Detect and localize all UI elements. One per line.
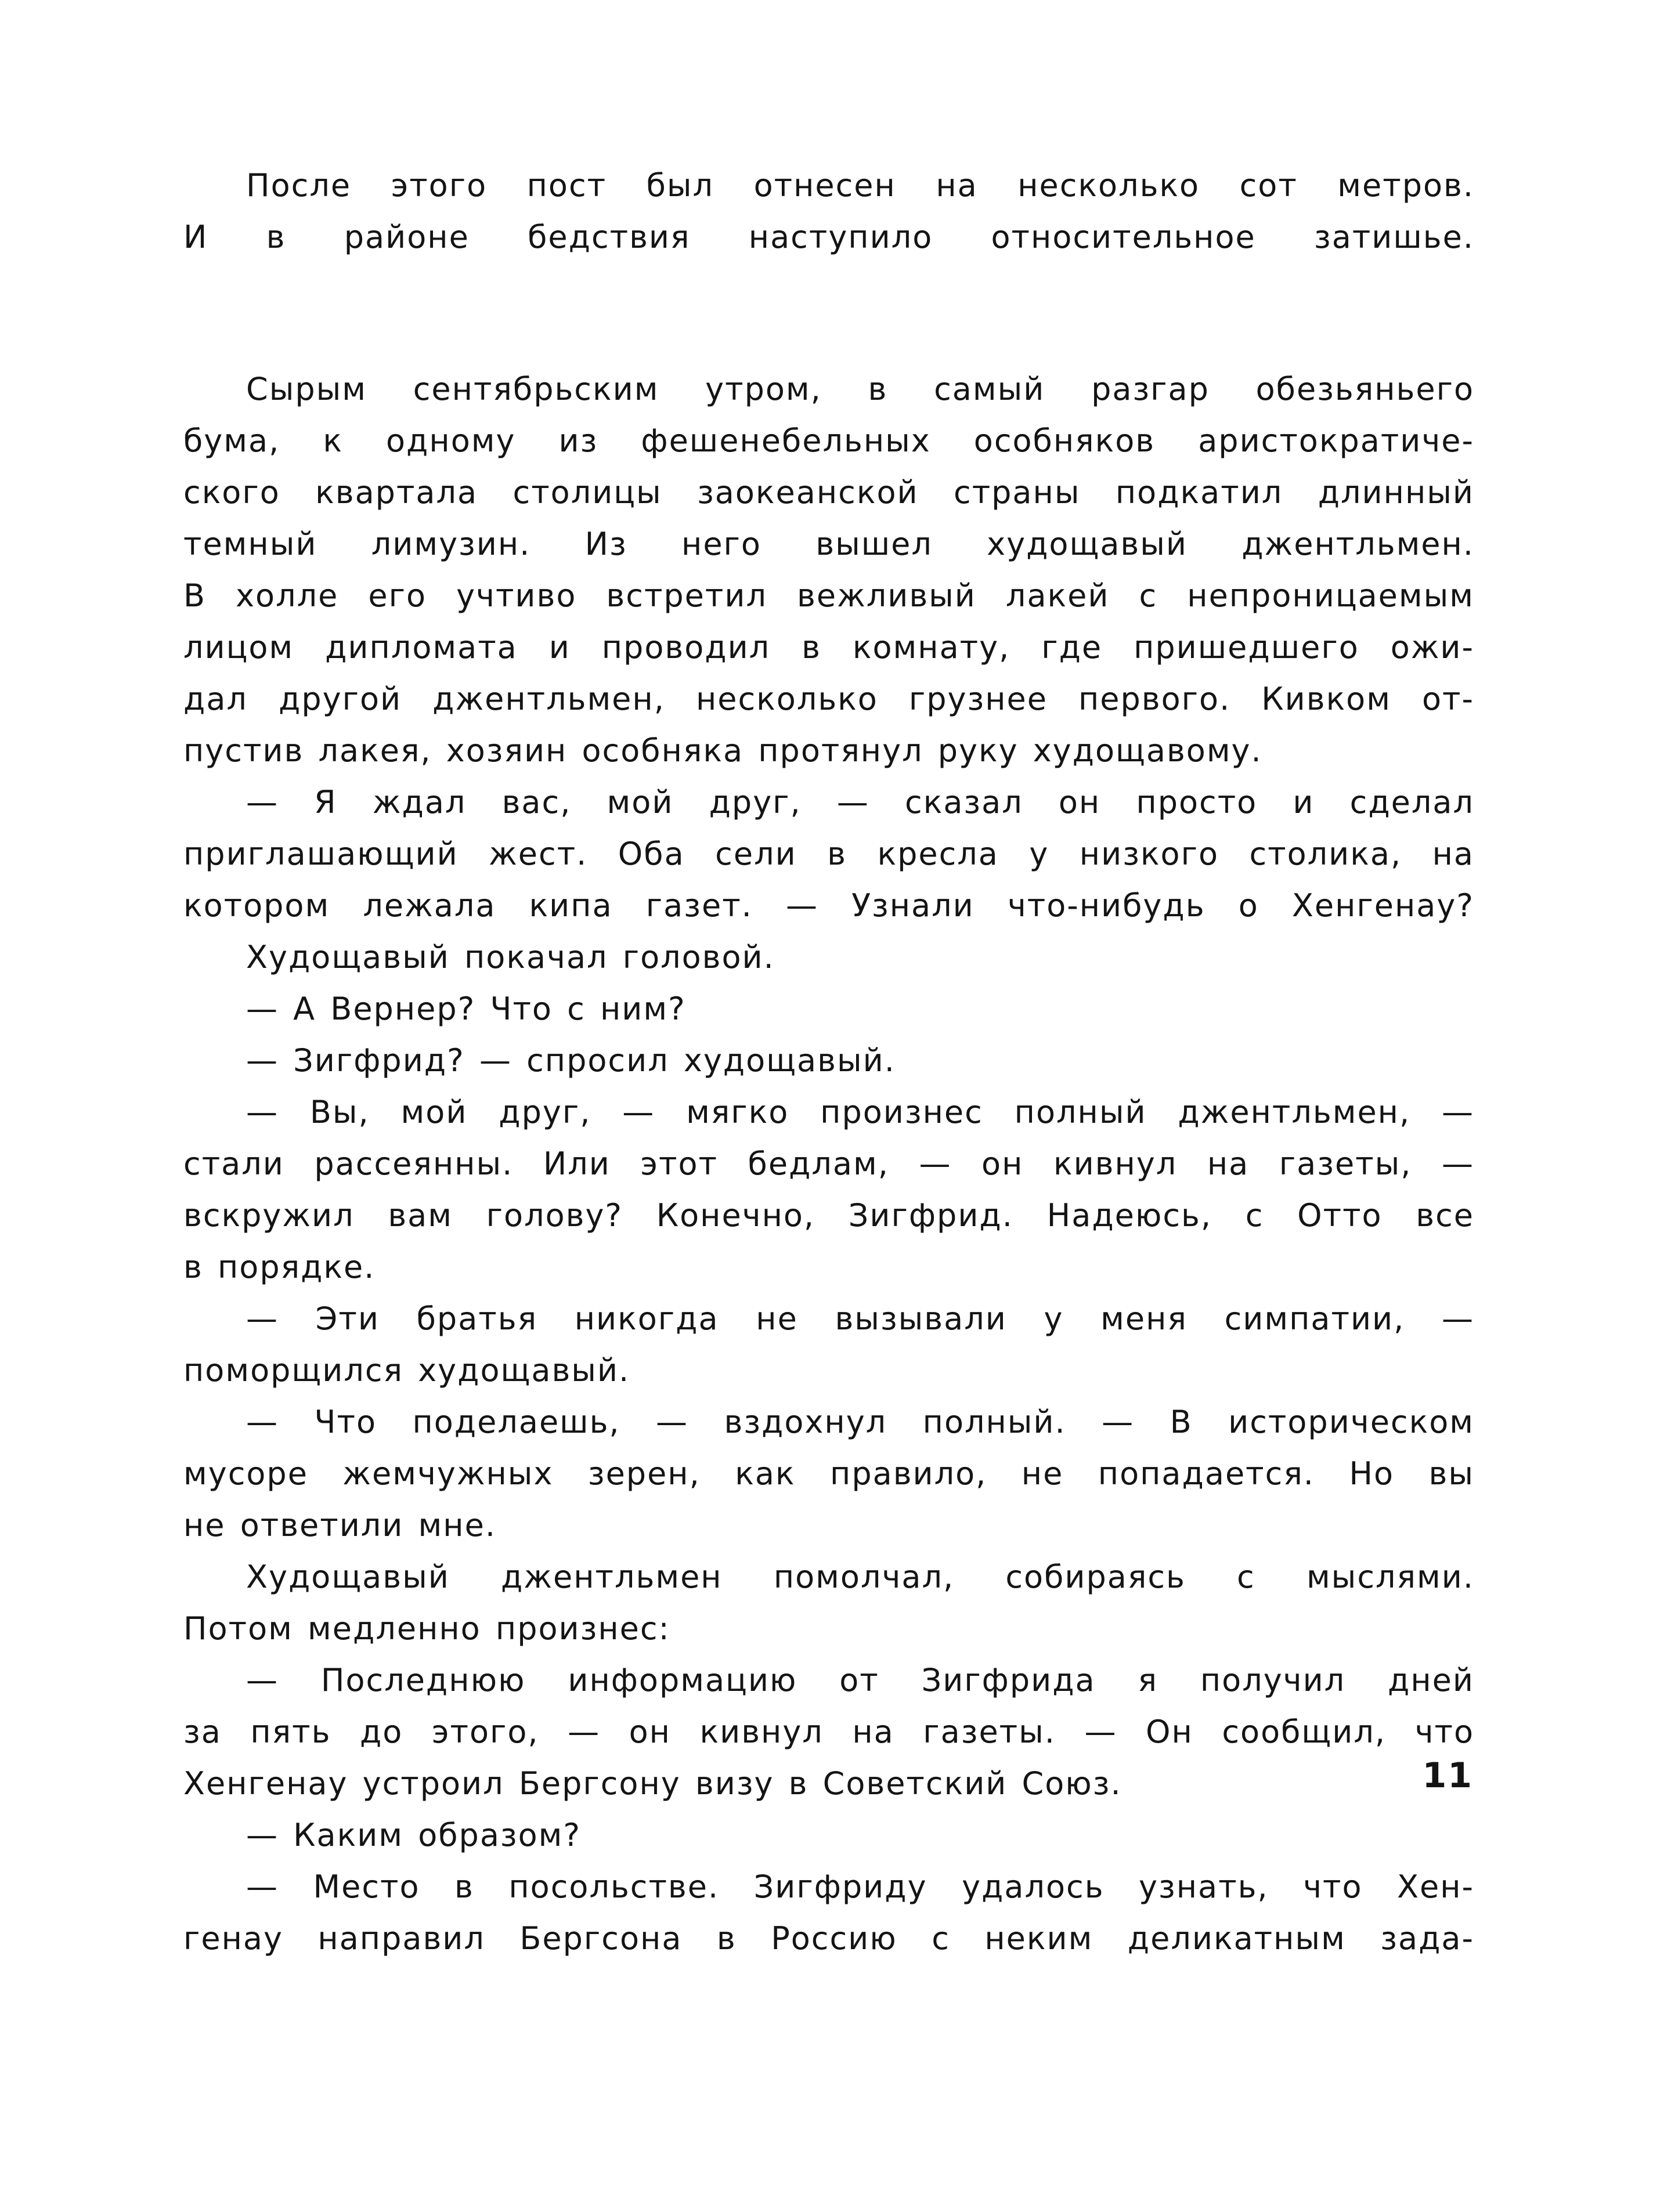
text-line: стали рассеянны. Или этот бедлам, — он кивнул на газеты, — bbox=[183, 1145, 1474, 1182]
text-line: — Что поделаешь, — вздохнул полный. — В историческом bbox=[246, 1404, 1474, 1440]
page-number: 11 bbox=[1422, 1755, 1473, 1796]
text-line: — Эти братья никогда не вызывали у меня симпатии, — bbox=[246, 1300, 1474, 1337]
text-line: Потом медленно произнес: bbox=[183, 1610, 670, 1647]
text-line: поморщился худощавый. bbox=[183, 1352, 630, 1389]
text-line: — Я ждал вас, мой друг, — сказал он просто и сделал bbox=[246, 784, 1474, 821]
text-line: лицом дипломата и проводил в комнату, где пришедшего ожи- bbox=[183, 629, 1474, 666]
intro-paragraph bbox=[183, 160, 1474, 263]
text-line: — Место в посольстве. Зигфриду удалось узнать, что Хен- bbox=[246, 1868, 1474, 1905]
text-line: котором лежала кипа газет. — Узнали что-нибудь о Хенгенау? bbox=[183, 887, 1474, 924]
text-line: — Каким образом? bbox=[246, 1817, 582, 1853]
text-line: — А Вернер? Что с ним? bbox=[246, 991, 686, 1027]
main-text bbox=[183, 363, 1474, 1964]
text-line: генау направил Бергсона в Россию с неким деликатным зада- bbox=[183, 1920, 1474, 1957]
text-line: дал другой джентльмен, несколько грузнее первого. Кивком от- bbox=[183, 681, 1474, 717]
text-line: — Вы, мой друг, — мягко произнес полный джентльмен, — bbox=[246, 1094, 1474, 1130]
text-line: В холле его учтиво встретил вежливый лакей с непроницаемым bbox=[183, 577, 1474, 614]
text-line: приглашающий жест. Оба сели в кресла у низкого столика, на bbox=[183, 836, 1474, 872]
text-line: И в районе бедствия наступило относительное затишье. bbox=[183, 219, 1474, 255]
text-line: Худощавый джентльмен помолчал, собираясь с мыслями. bbox=[246, 1559, 1474, 1595]
text-line: за пять до этого, — он кивнул на газеты. — Он сообщил, что bbox=[183, 1714, 1474, 1750]
text-line: Сырым сентябрьским утром, в самый разгар обезьяньего bbox=[246, 371, 1474, 407]
text-line: ского квартала столицы заокеанской страны подкатил длинный bbox=[183, 474, 1474, 511]
text-line: темный лимузин. Из него вышел худощавый джентльмен. bbox=[183, 526, 1474, 562]
text-line: не ответили мне. bbox=[183, 1507, 496, 1544]
text-line: пустив лакея, хозяин особняка протянул руку худощавому. bbox=[183, 732, 1262, 769]
text-line: в порядке. bbox=[183, 1249, 376, 1285]
text-line: — Последнюю информацию от Зигфрида я получил дней bbox=[246, 1662, 1474, 1698]
text-line: мусоре жемчужных зерен, как правило, не попадается. Но вы bbox=[183, 1455, 1474, 1492]
text-line: Худощавый покачал головой. bbox=[246, 939, 775, 975]
text-line: Хенгенау устроил Бергсону визу в Советский Союз. bbox=[183, 1765, 1122, 1802]
text-line: — Зигфрид? — спросил худощавый. bbox=[246, 1042, 896, 1079]
text-line: вскружил вам голову? Конечно, Зигфрид. Надеюсь, с Отто все bbox=[183, 1197, 1474, 1234]
text-line: бума, к одному из фешенебельных особняков аристократиче- bbox=[183, 422, 1474, 459]
text-line: После этого пост был отнесен на несколько сот метров. bbox=[246, 167, 1474, 204]
